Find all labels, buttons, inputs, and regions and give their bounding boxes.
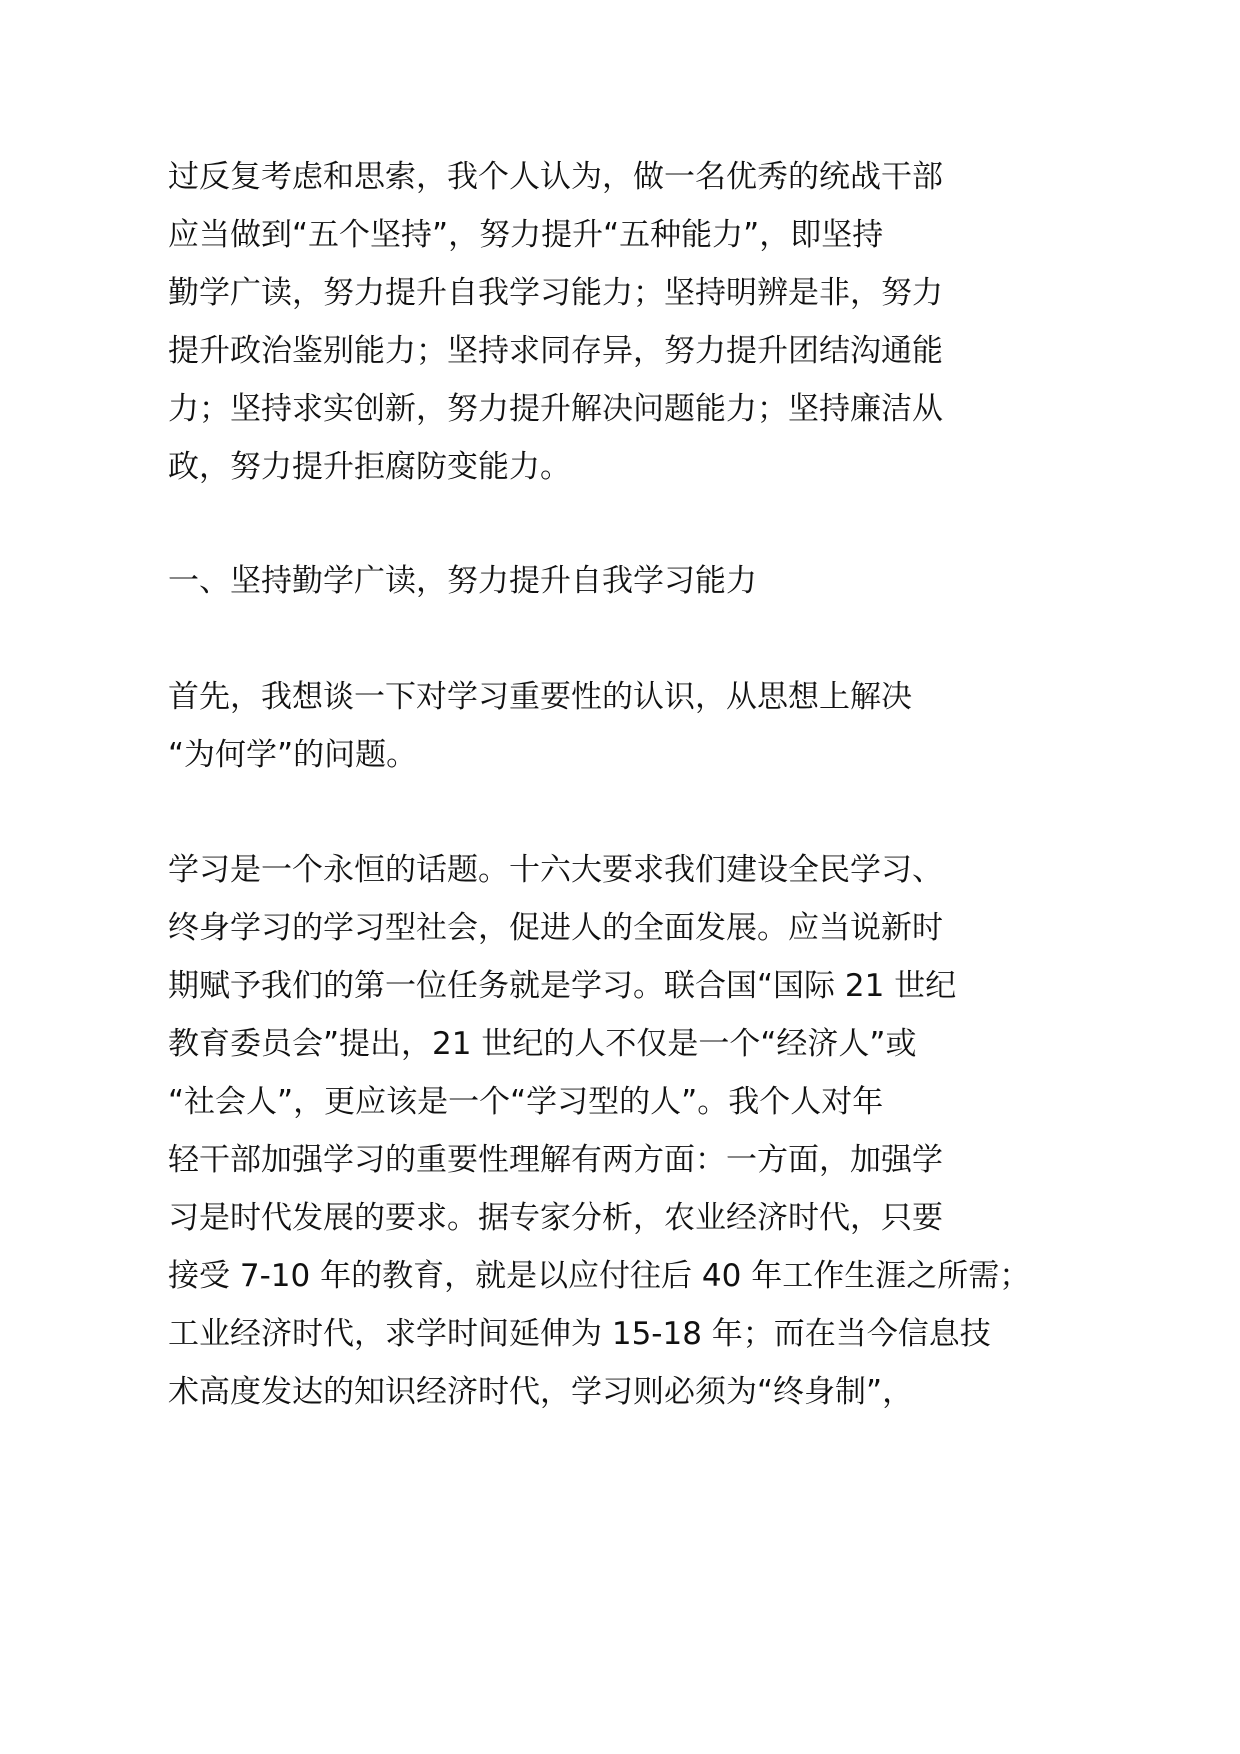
- text-line: 期赋予我们的第一位任务就是学习。联合国“国际 21 世纪: [168, 968, 957, 1004]
- text-line: 学习是一个永恒的话题。十六大要求我们建设全民学习、: [168, 852, 943, 888]
- text-line: 政，努力提升拒腐防变能力。: [168, 449, 571, 485]
- text-line: “社会人”，更应该是一个“学习型的人”。我个人对年: [168, 1084, 884, 1120]
- text-line: 习是时代发展的要求。据专家分析，农业经济时代，只要: [168, 1200, 943, 1236]
- text-line: 首先，我想谈一下对学习重要性的认识，从思想上解决: [168, 679, 912, 715]
- text-line: 提升政治鉴别能力；坚持求同存异，努力提升团结沟通能: [168, 333, 943, 369]
- text-line: “为何学”的问题。: [168, 737, 418, 773]
- text-line: 接受 7-10 年的教育，就是以应付往后 40 年工作生涯之所需；: [168, 1258, 1031, 1294]
- text-line: 术高度发达的知识经济时代，学习则必须为“终身制”，: [168, 1374, 914, 1410]
- text-line: 轻干部加强学习的重要性理解有两方面：一方面，加强学: [168, 1142, 943, 1178]
- text-line: 工业经济时代，求学时间延伸为 15-18 年；而在当今信息技: [168, 1316, 991, 1352]
- heading-text: 一、坚持勤学广读，努力提升自我学习能力: [168, 563, 757, 599]
- text-line: 过反复考虑和思索，我个人认为，做一名优秀的统战干部: [168, 159, 943, 195]
- text-line: 终身学习的学习型社会，促进人的全面发展。应当说新时: [168, 910, 943, 946]
- text-line: 应当做到“五个坚持”，努力提升“五种能力”，即坚持: [168, 217, 884, 253]
- text-line: 教育委员会”提出，21 世纪的人不仅是一个“经济人”或: [168, 1026, 917, 1062]
- text-line: 力；坚持求实创新，努力提升解决问题能力；坚持廉洁从: [168, 391, 943, 427]
- text-line: 勤学广读，努力提升自我学习能力；坚持明辨是非，努力: [168, 275, 943, 311]
